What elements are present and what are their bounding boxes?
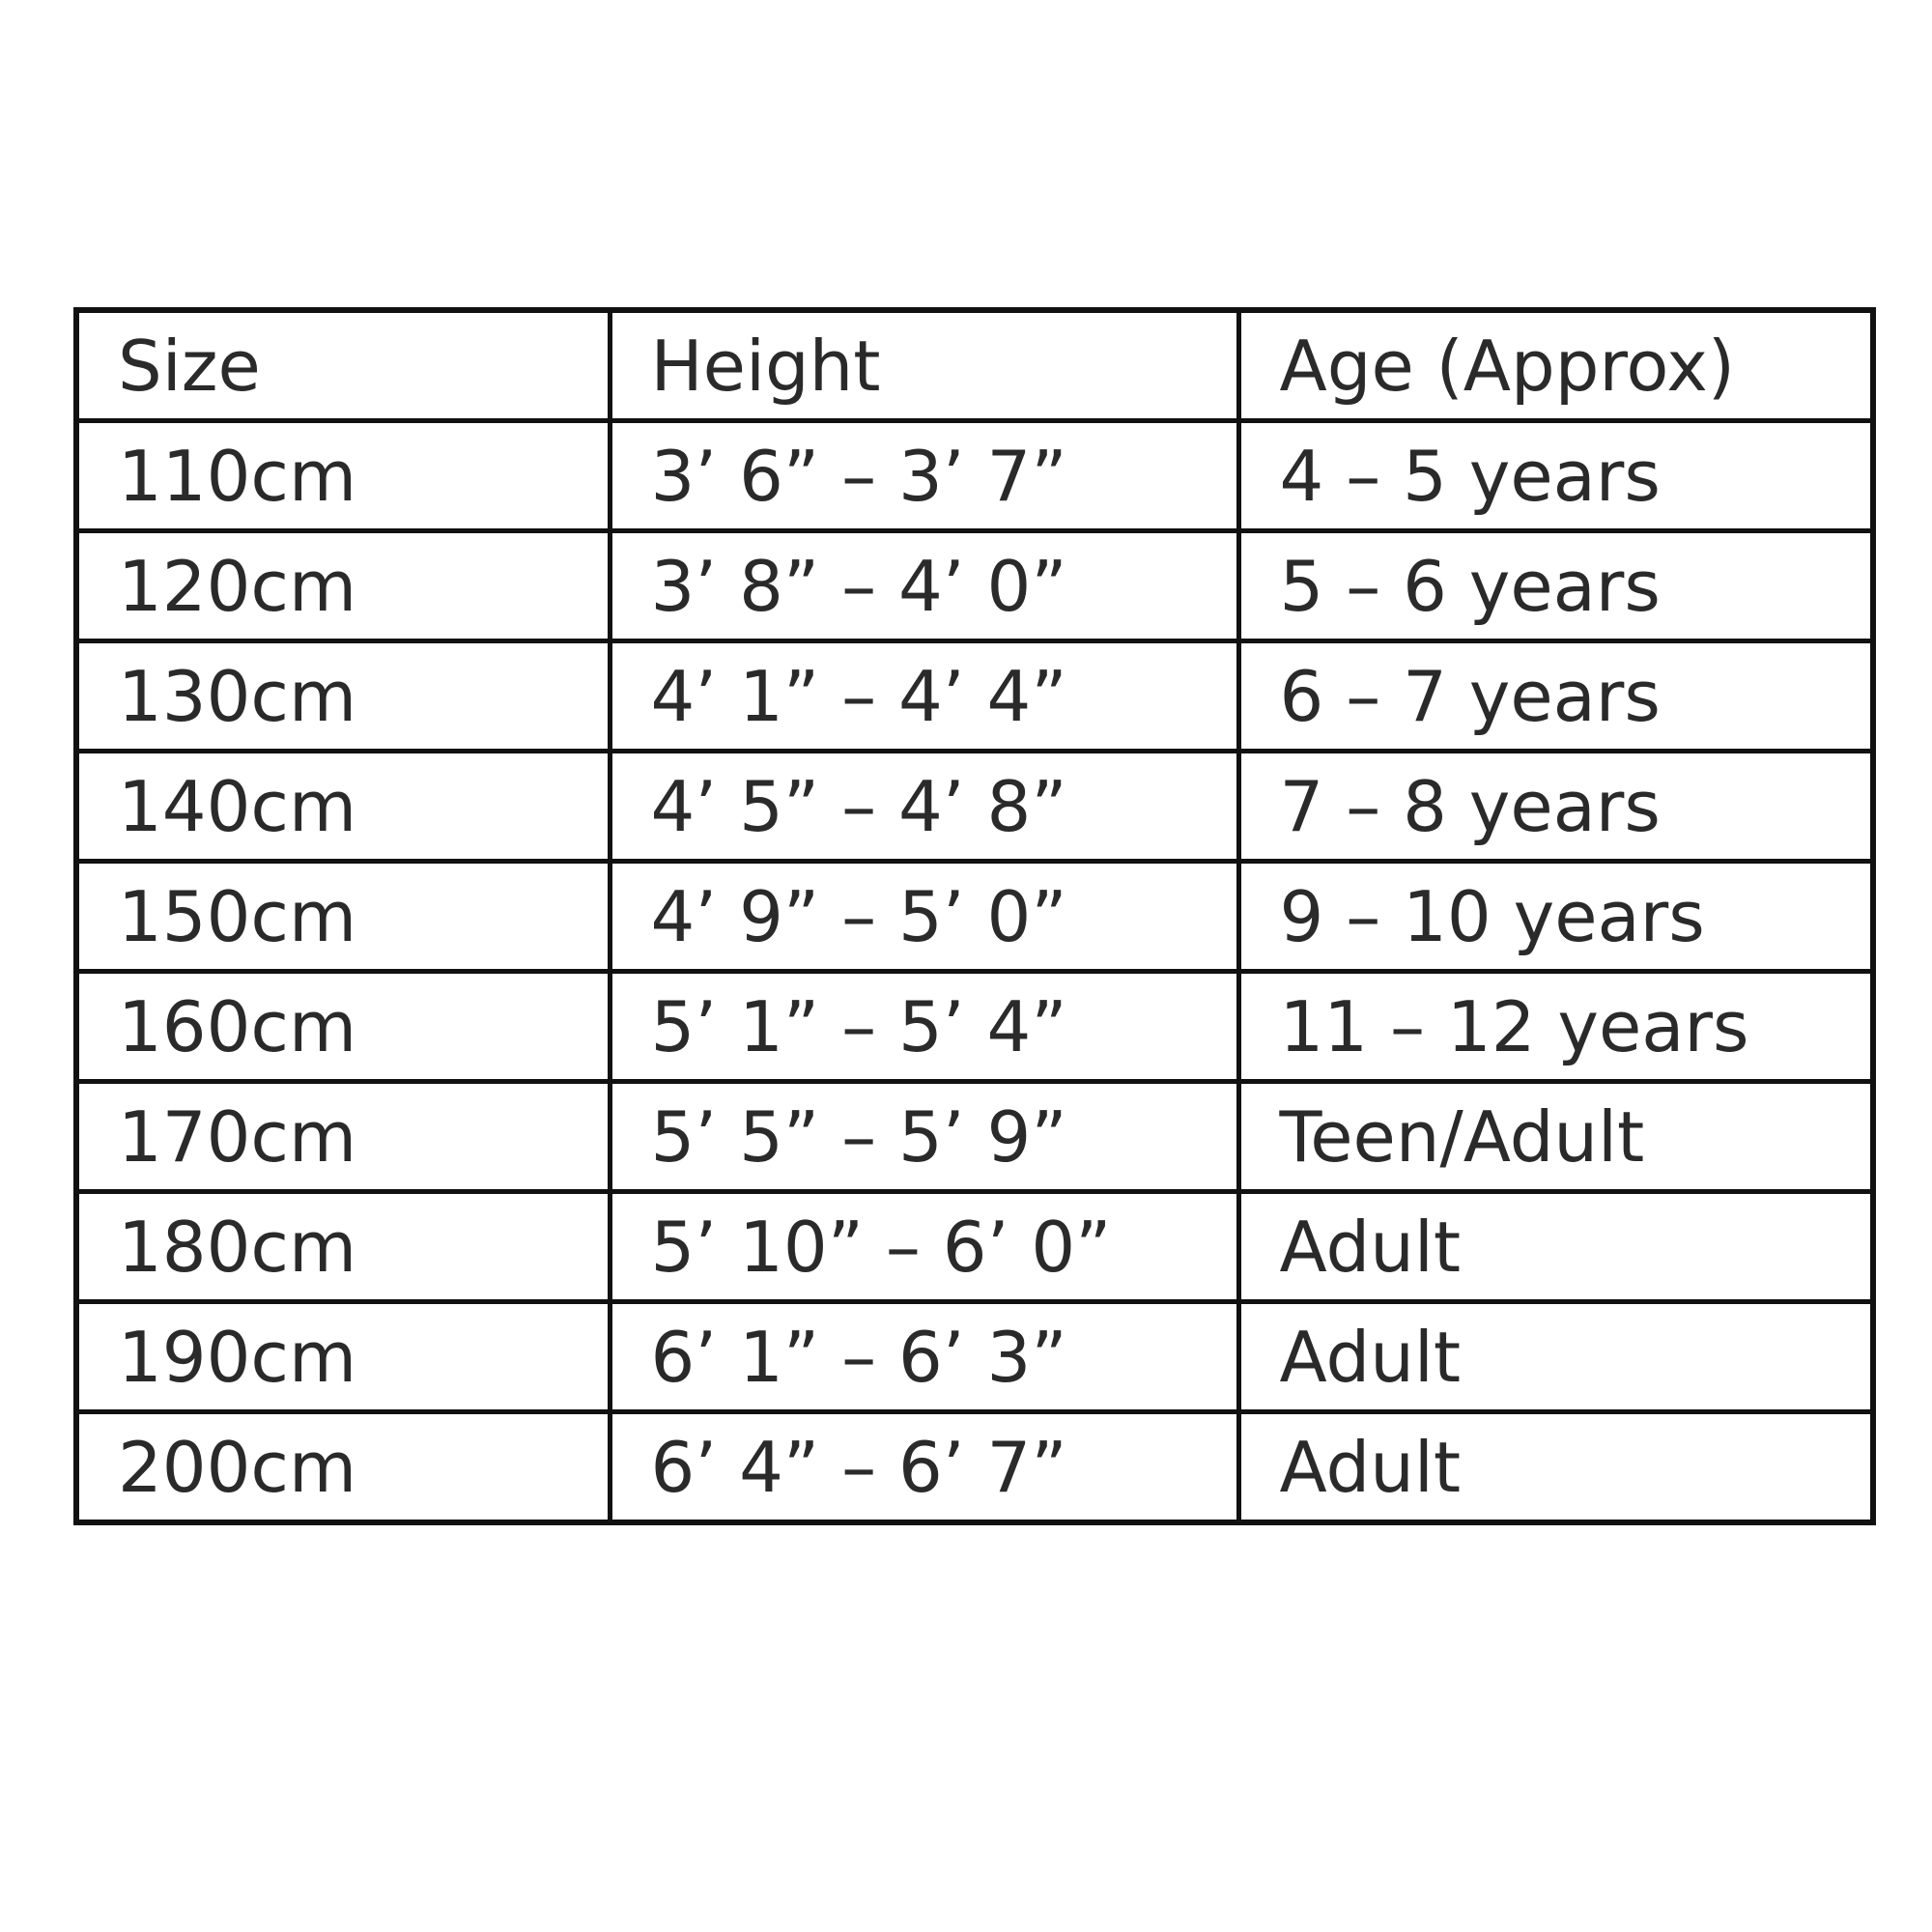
header-height: Height [610, 310, 1238, 421]
height-cell: 5’ 1” – 5’ 4” [610, 972, 1238, 1082]
age-cell: 7 – 8 years [1238, 752, 1873, 862]
age-cell: 6 – 7 years [1238, 641, 1873, 752]
table-body [76, 421, 1873, 1523]
age-cell: 4 – 5 years [1238, 421, 1873, 531]
table-row [76, 531, 1873, 641]
size-cell: 190cm [76, 1302, 610, 1412]
table-header [76, 310, 1873, 421]
header-age: Age (Approx) [1238, 310, 1873, 421]
height-cell: 3’ 6” – 3’ 7” [610, 421, 1238, 531]
table-row [76, 1192, 1873, 1302]
table-row [76, 972, 1873, 1082]
table-row [76, 1412, 1873, 1523]
height-cell: 4’ 9” – 5’ 0” [610, 862, 1238, 972]
height-cell: 3’ 8” – 4’ 0” [610, 531, 1238, 641]
table-row [76, 752, 1873, 862]
size-cell: 110cm [76, 421, 610, 531]
height-cell: 6’ 1” – 6’ 3” [610, 1302, 1238, 1412]
age-cell: 5 – 6 years [1238, 531, 1873, 641]
height-cell: 4’ 1” – 4’ 4” [610, 641, 1238, 752]
table-row [76, 421, 1873, 531]
table-row [76, 862, 1873, 972]
table-row [76, 1302, 1873, 1412]
age-cell: Adult [1238, 1412, 1873, 1523]
height-cell: 6’ 4” – 6’ 7” [610, 1412, 1238, 1523]
size-cell: 130cm [76, 641, 610, 752]
age-cell: Teen/Adult [1238, 1082, 1873, 1192]
height-cell: 5’ 10” – 6’ 0” [610, 1192, 1238, 1302]
size-cell: 150cm [76, 862, 610, 972]
age-cell: 9 – 10 years [1238, 862, 1873, 972]
header-size: Size [76, 310, 610, 421]
height-cell: 4’ 5” – 4’ 8” [610, 752, 1238, 862]
size-cell: 200cm [76, 1412, 610, 1523]
size-cell: 180cm [76, 1192, 610, 1302]
size-cell: 160cm [76, 972, 610, 1082]
table-row [76, 641, 1873, 752]
size-chart-table [73, 307, 1876, 1525]
age-cell: Adult [1238, 1192, 1873, 1302]
size-cell: 120cm [76, 531, 610, 641]
size-cell: 170cm [76, 1082, 610, 1192]
table-row [76, 1082, 1873, 1192]
age-cell: 11 – 12 years [1238, 972, 1873, 1082]
size-cell: 140cm [76, 752, 610, 862]
age-cell: Adult [1238, 1302, 1873, 1412]
header-row [76, 310, 1873, 421]
height-cell: 5’ 5” – 5’ 9” [610, 1082, 1238, 1192]
